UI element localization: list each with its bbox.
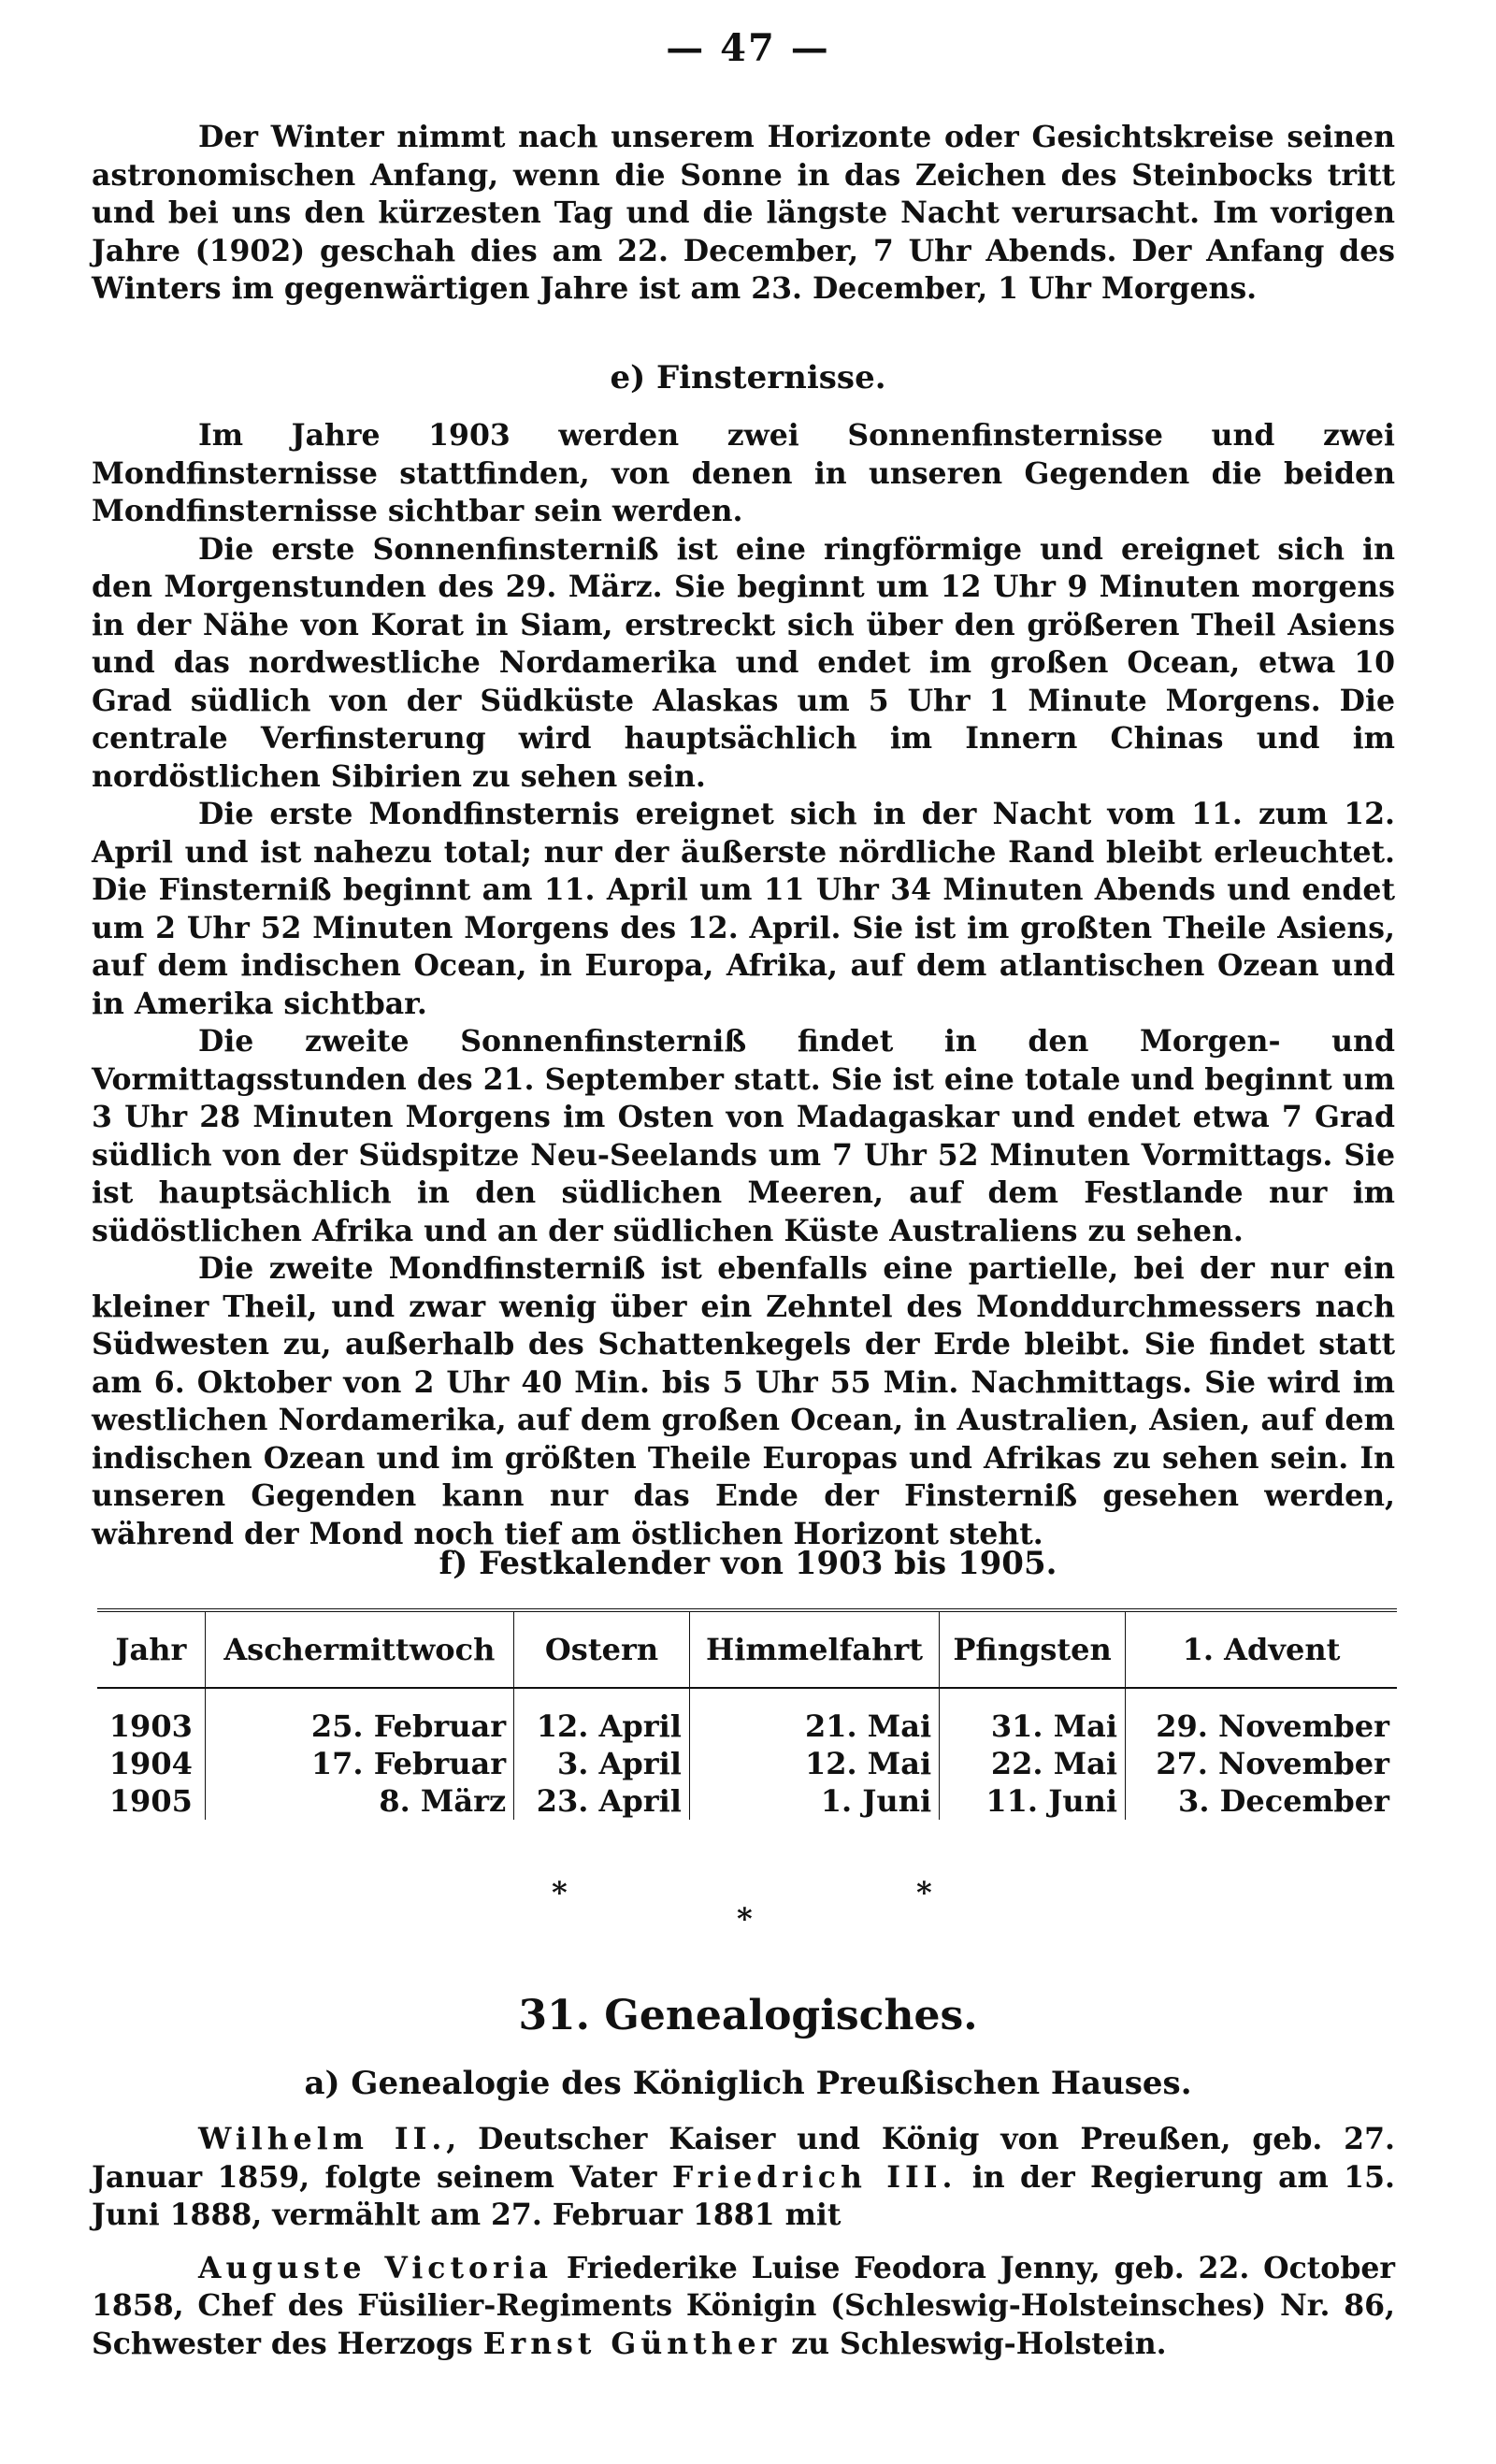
eclipse-intro-paragraph: Im Jahre 1903 werden zwei Sonnenfinsternisse und zwei Mondfinsternisse stattfinden, von denen in unseren Gegenden die beiden Mondfinsternisse sichtbar sein werden. <box>92 418 1395 528</box>
second-lunar-eclipse-paragraph: Die zweite Mondfinsterniß ist ebenfalls eine partielle, bei der nur ein kleiner Theil, und zwar wenig über ein Zehntel des Monddurchmessers nach Südwesten zu, außerhalb des Schattenkegels der Erde bleibt. Sie findet statt am 6. Oktober von 2 Uhr 40 Min. bis 5 Uhr 55 Min. Nachmittags. Sie wird im westlichen Nordamerika, auf dem großen Ocean, in Australien, Asien, auf dem indischen Ozean und im größten Theile Europas und Afrikas zu sehen sein. In unseren Gegenden kann nur das Ende der Finsterniß gesehen werden, während der Mond noch tief am östlichen Horizont steht. <box>92 1251 1395 1551</box>
table-cell: 3. April <box>514 1745 690 1782</box>
table-cell: 3. December <box>1126 1782 1397 1820</box>
section-31-heading: 31. Genealogisches. <box>518 1992 978 2039</box>
table-cell: 23. April <box>514 1782 690 1820</box>
page-number: — 47 — <box>666 26 830 70</box>
genealogy-paragraph-wilhelm: Wilhelm II., Deutscher Kaiser und König von Preußen, geb. 27. Januar 1859, folgte seinem Vater Friedrich III. in der Regierung am 15. Juni 1888, vermählt am 27. Februar 1881 mit <box>92 2122 1395 2232</box>
section-e-body <box>92 417 1395 1553</box>
column-header-ash-wednesday: Aschermittwoch <box>205 1610 513 1688</box>
first-solar-eclipse-paragraph: Die erste Sonnenfinsterniß ist eine ringförmige und ereignet sich in den Morgenstunden des 29. März. Sie beginnt um 12 Uhr 9 Minuten morgens in der Nähe von Korat in Siam, erstreckt sich über den größeren Theil Asiens und das nordwestliche Nordamerika und endet im großen Ocean, etwa 10 Grad südlich von der Südküste Alaskas um 5 Uhr 1 Minute Morgens. Die centrale Verfinsterung wird hauptsächlich im Innern Chinas und im nordöstlichen Sibirien zu sehen sein. <box>92 531 1395 794</box>
separator-star: * <box>916 1875 932 1910</box>
table-spacer-row <box>97 1688 1397 1708</box>
table-row <box>97 1745 1397 1782</box>
column-header-year: Jahr <box>97 1610 205 1688</box>
feast-calendar-table <box>97 1608 1397 1820</box>
column-header-ascension: Himmelfahrt <box>689 1610 939 1688</box>
table-cell: 8. März <box>205 1782 513 1820</box>
table-cell: 25. Februar <box>205 1708 513 1745</box>
name-auguste-victoria: Auguste Victoria <box>198 2250 553 2285</box>
genealogy-body <box>92 2121 1395 2363</box>
name-ernst-guenther: Ernst Günther <box>482 2326 782 2361</box>
table-cell: 17. Februar <box>205 1745 513 1782</box>
name-friedrich: Friedrich III. <box>671 2159 957 2195</box>
table-cell: 12. Mai <box>689 1745 939 1782</box>
section-f-heading: f) Festkalender von 1903 bis 1905. <box>439 1545 1057 1582</box>
table-cell: 11. Juni <box>940 1782 1126 1820</box>
table-header-row <box>97 1610 1397 1688</box>
section-e-heading: e) Finsternisse. <box>610 359 886 396</box>
first-lunar-eclipse-paragraph: Die erste Mondfinsternis ereignet sich in der Nacht vom 11. zum 12. April und ist nahezu total; nur der äußerste nördliche Rand bleibt erleuchtet. Die Finsterniß beginnt am 11. April um 11 Uhr 34 Minuten Abends und endet um 2 Uhr 52 Minuten Morgens des 12. April. Sie ist im großten Theile Asiens, auf dem indischen Ocean, in Europa, Afrika, auf dem atlantischen Ozean und in Amerika sichtbar. <box>92 797 1395 1021</box>
name-wilhelm: Wilhelm II. <box>198 2122 447 2156</box>
table-cell: 1903 <box>108 1708 193 1744</box>
section-31-subheading: a) Genealogie des Königlich Preußischen Hauses. <box>304 2065 1192 2102</box>
table-row <box>97 1782 1397 1820</box>
table-cell: 21. Mai <box>689 1708 939 1745</box>
separator-star: * <box>737 1901 753 1937</box>
genealogy-paragraph-auguste: Auguste Victoria Friederike Luise Feodora Jenny, geb. 22. October 1858, Chef des Füsilier-Regiments Königin (Schleswig-Holsteinsches) Nr. 86, Schwester des Herzogs Ernst Günther zu Schleswig-Holstein. <box>92 2250 1395 2361</box>
table-cell: 22. Mai <box>940 1745 1126 1782</box>
column-header-first-advent: 1. Advent <box>1126 1610 1397 1688</box>
separator-star: * <box>552 1875 568 1910</box>
table-cell: 29. November <box>1126 1708 1397 1745</box>
table-cell: 1905 <box>108 1783 193 1819</box>
second-solar-eclipse-paragraph: Die zweite Sonnenfinsterniß findet in den Morgen- und Vormittagsstunden des 21. September statt. Sie ist eine totale und beginnt um 3 Uhr 28 Minuten Morgens im Osten von Madagaskar und endet etwa 7 Grad südlich von der Südspitze Neu-Seelands um 7 Uhr 52 Minuten Vormittags. Sie ist hauptsächlich in den südlichen Meeren, auf dem Festlande nur im südöstlichen Afrika und an der südlichen Küste Australiens zu sehen. <box>92 1024 1395 1248</box>
table-cell: 27. November <box>1126 1745 1397 1782</box>
winter-paragraph: Der Winter nimmt nach unserem Horizonte oder Gesichtskreise seinen astronomischen Anfang, wenn die Sonne in das Zeichen des Steinbocks tritt und bei uns den kürzesten Tag und die längste Nacht verursacht. Im vorigen Jahre (1902) geschah dies am 22. December, 7 Uhr Abends. Der Anfang des Winters im gegenwärtigen Jahre ist am 23. December, 1 Uhr Morgens. <box>92 120 1395 306</box>
winter-paragraph-block <box>92 119 1395 309</box>
table-cell: 1904 <box>108 1746 193 1781</box>
table-cell: 1. Juni <box>689 1782 939 1820</box>
table-cell: 31. Mai <box>940 1708 1126 1745</box>
table-row <box>97 1708 1397 1745</box>
separator-stars <box>0 1875 1496 1937</box>
table-cell: 12. April <box>514 1708 690 1745</box>
column-header-easter: Ostern <box>514 1610 690 1688</box>
column-header-pentecost: Pfingsten <box>940 1610 1126 1688</box>
